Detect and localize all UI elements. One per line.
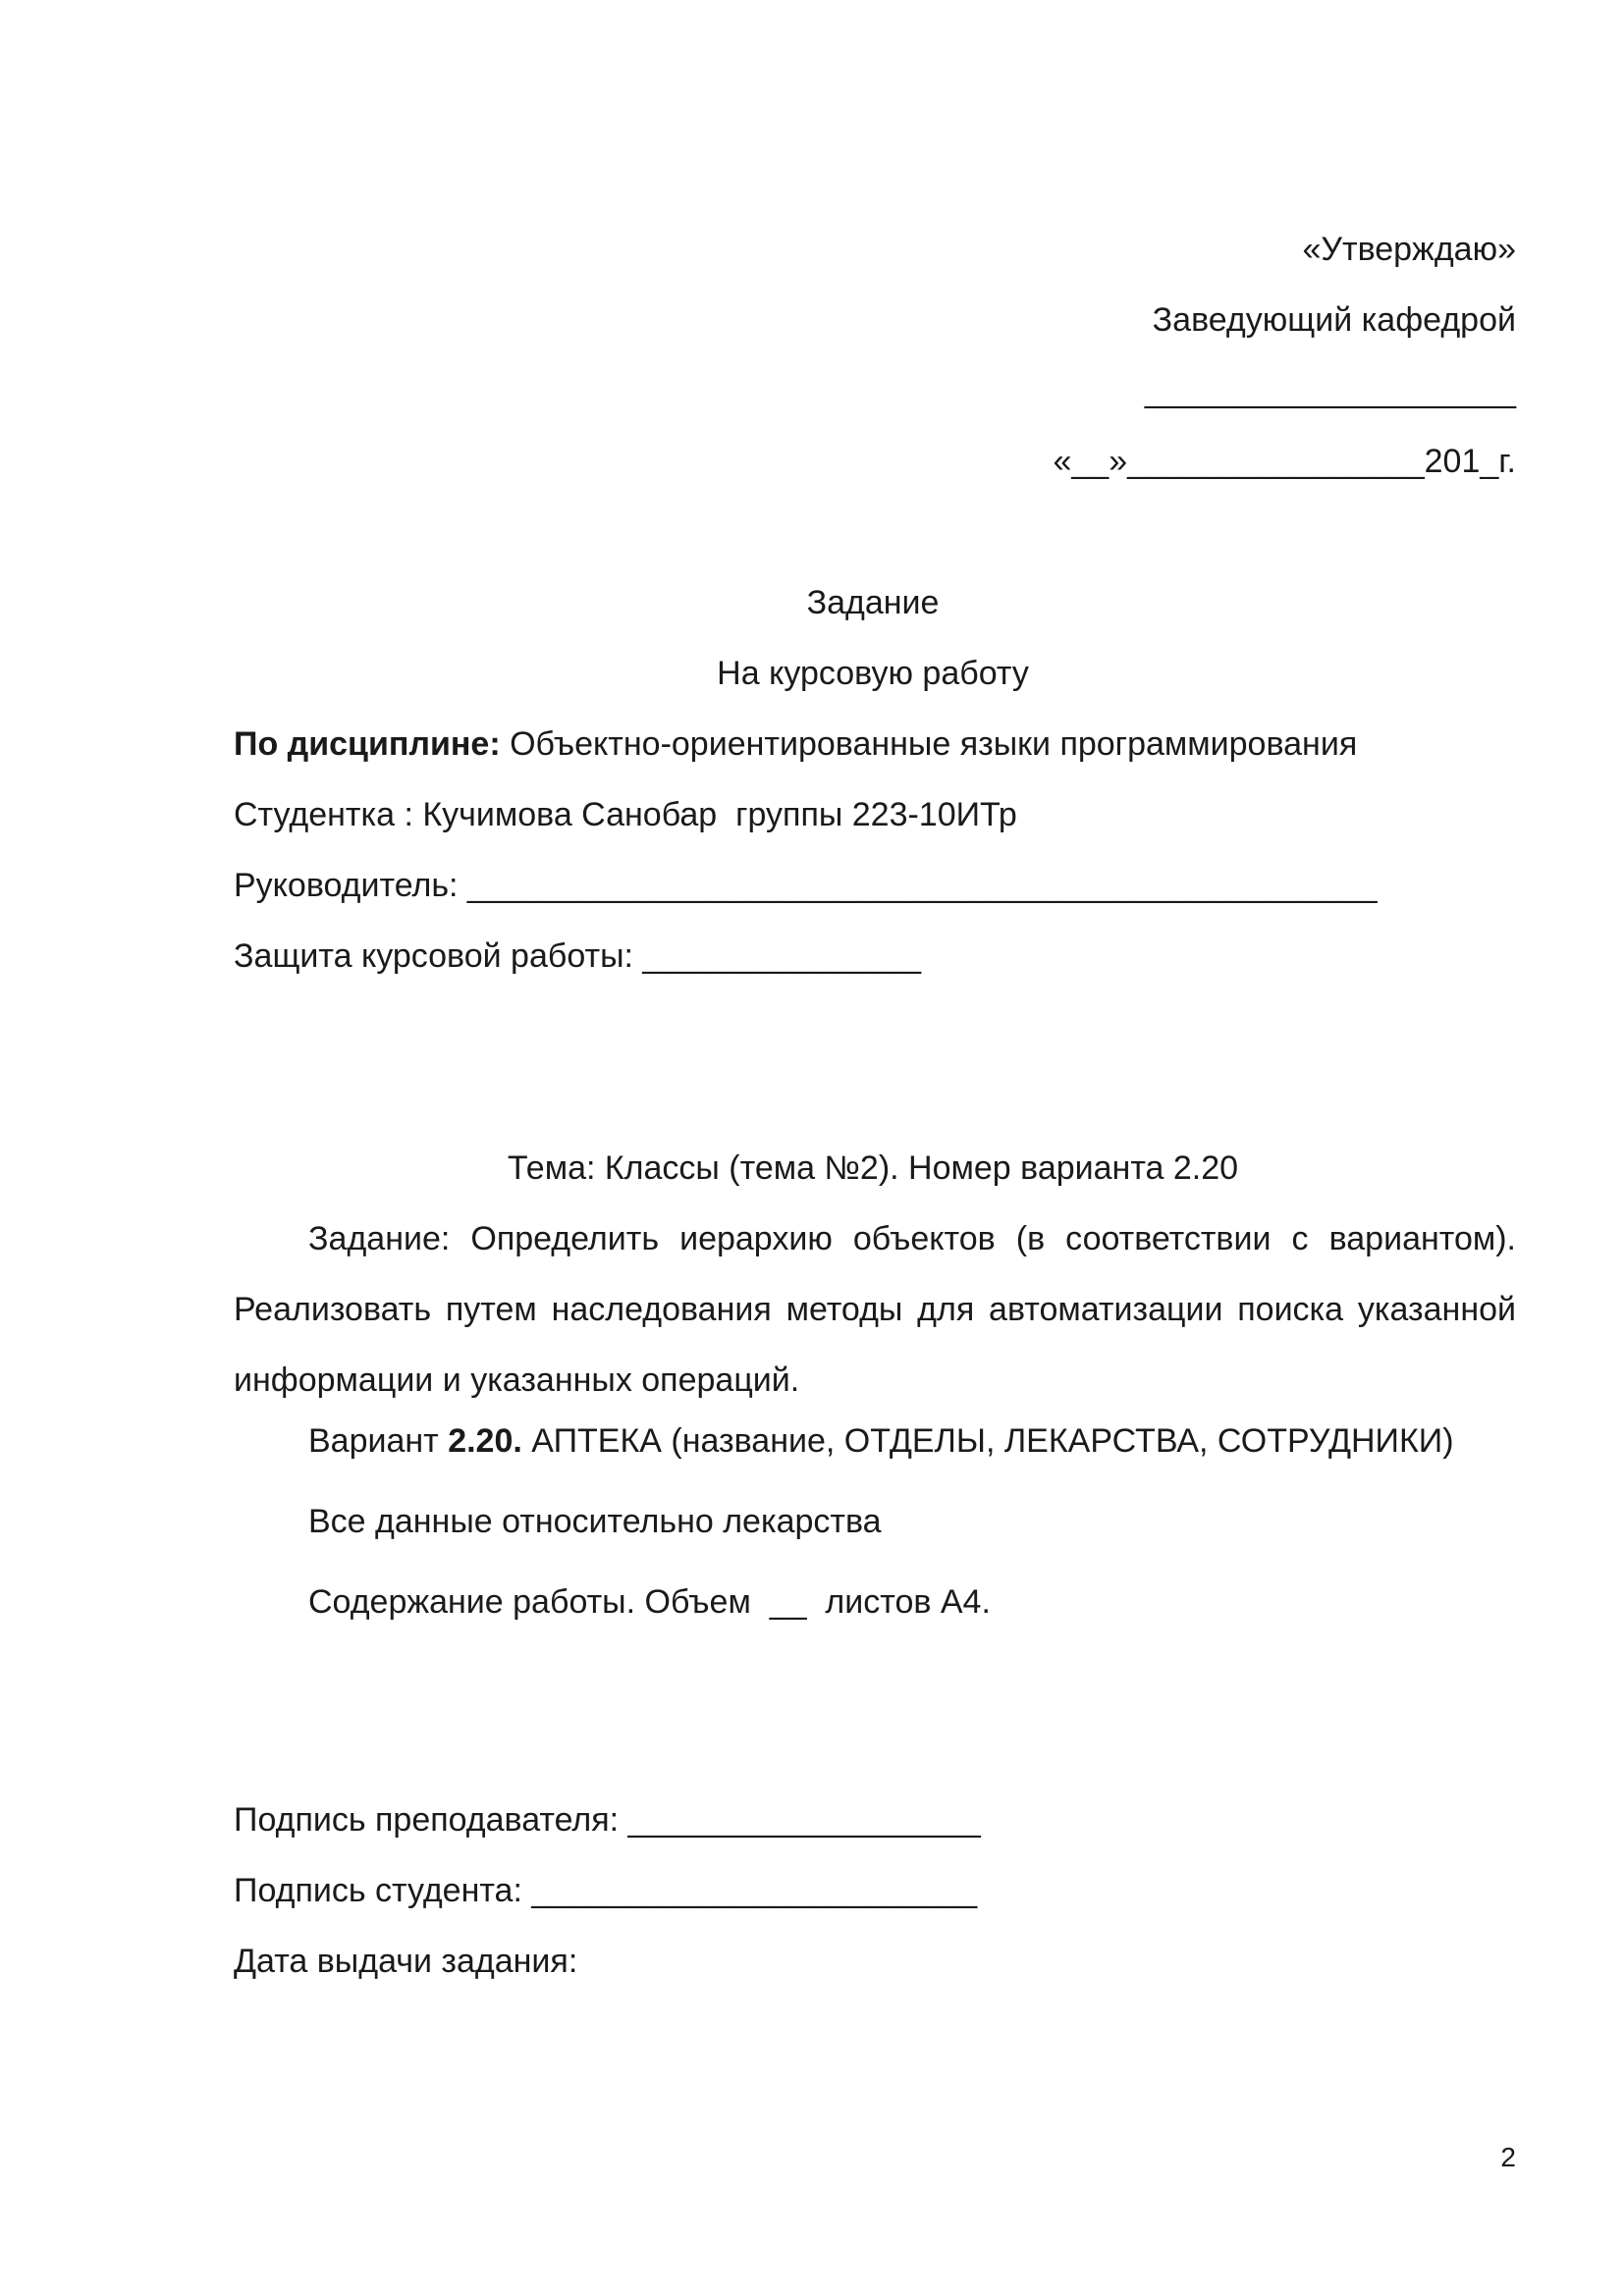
student-line: Студентка : Кучимова Санобар группы 223-10ИТр xyxy=(234,796,1017,833)
document-subtitle: На курсовую работу xyxy=(717,655,1029,692)
variant-line xyxy=(308,1419,1454,1463)
discipline-value: Объектно-ориентированные языки программирования xyxy=(500,725,1358,763)
page-number: 2 xyxy=(1500,2142,1516,2172)
student-signature-line: Подпись студента: ________________________ xyxy=(234,1872,978,1909)
content-volume-line: Содержание работы. Объем __ листов А4. xyxy=(308,1583,991,1621)
task-text: Задание: Определить иерархию объектов (в соответствии с вариантом). Реализовать путем наследования методы для автоматизации поиска указанной информации и указанных операций. xyxy=(234,1220,1516,1399)
task-paragraph xyxy=(234,1203,1516,1415)
document-title: Задание xyxy=(806,584,940,621)
head-signature-line: ____________________ xyxy=(1144,372,1516,409)
variant-text: АПТЕКА (название, ОТДЕЛЫ, ЛЕКАРСТВА, СОТРУДНИКИ) xyxy=(521,1422,1454,1460)
approval-date-line: «__»________________201_г. xyxy=(1053,443,1516,480)
approval-header: «Утверждаю» xyxy=(1302,231,1516,268)
variant-label: Вариант xyxy=(308,1422,449,1460)
topic-theme: Тема: Классы (тема №2). Номер варианта 2.20 xyxy=(507,1149,1239,1187)
teacher-signature-line: Подпись преподавателя: ___________________ xyxy=(234,1801,981,1839)
discipline-line xyxy=(234,722,1357,766)
variant-number: 2.20. xyxy=(448,1422,522,1460)
discipline-label: По дисциплине: xyxy=(234,725,501,763)
department-head-label: Заведующий кафедрой xyxy=(1152,301,1516,339)
supervisor-line: Руководитель: _________________________________________________ xyxy=(234,867,1378,904)
defense-line: Защита курсовой работы: _______________ xyxy=(234,937,922,975)
data-note-line: Все данные относительно лекарства xyxy=(308,1503,882,1540)
issue-date-line: Дата выдачи задания: xyxy=(234,1943,578,1980)
